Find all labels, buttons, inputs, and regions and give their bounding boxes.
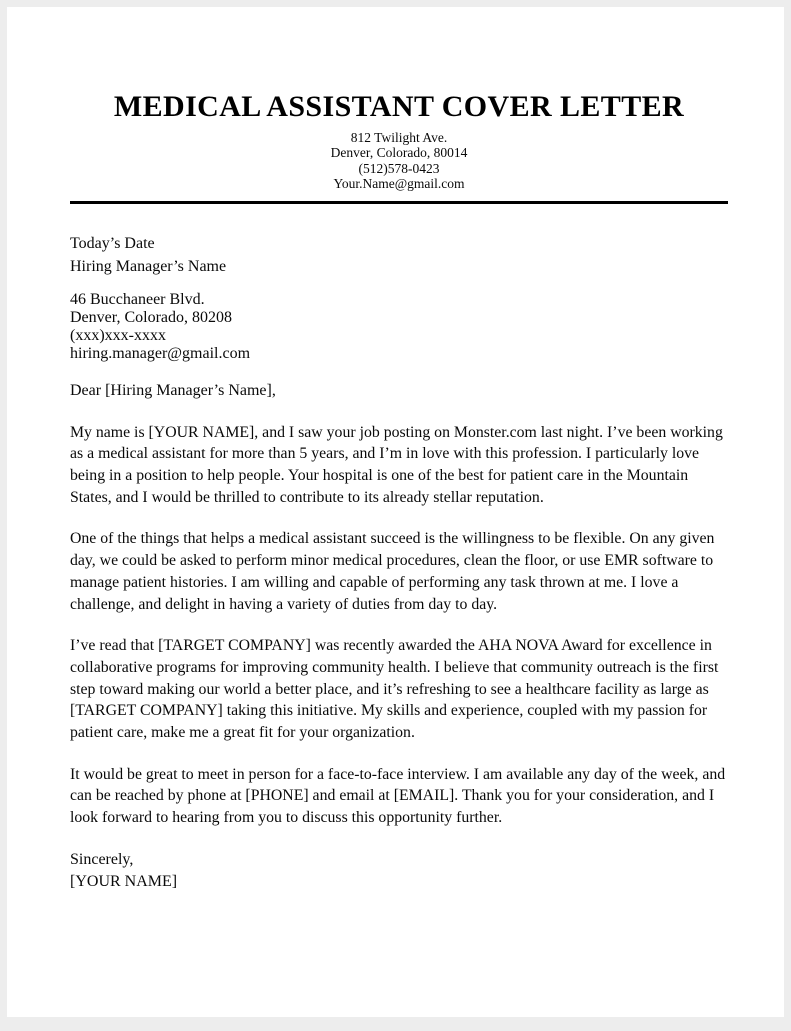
recipient-phone: (xxx)xxx-xxxx [70,326,166,344]
sender-email: Your.Name@gmail.com [333,176,465,192]
recipient-city-line: Denver, Colorado, 80208 [70,308,232,326]
sender-contact-block [70,130,728,192]
letter-background [0,7,791,1031]
document-page [7,7,784,1017]
header-divider [70,201,728,204]
letter-body [70,232,728,894]
paragraph-3: I’ve read that [TARGET COMPANY] was recently awarded the AHA NOVA Award for excellence in collaborative programs for improving community health. I believe that community outreach is the first step toward making our world a better place, and it’s refreshing to see a healthcare facility as large as [TARGET COMPANY] taking this initiative. My skills and experience, coupled with my passion for patient care, make me a great fit for your organization. [70,637,719,742]
recipient-email: hiring.manager@gmail.com [70,344,251,362]
page-title: MEDICAL ASSISTANT COVER LETTER [113,90,685,123]
date-line: Today’s Date [70,234,155,252]
salutation: Dear [Hiring Manager’s Name], [70,381,276,399]
sender-city-line: Denver, Colorado, 80014 [330,145,468,161]
intro-block [70,232,728,278]
closing-line: Sincerely, [70,850,134,868]
letter-header [70,87,728,204]
paragraph-4: It would be great to meet in person for a face-to-face interview. I am available any day of the week, and can be reached by phone at [PHONE] and email at [EMAIL]. Thank you for your consideration, and I look forward to hearing from you to discuss this opportunity further. [70,765,726,827]
signature-line: [YOUR NAME] [70,873,178,891]
recipient-street-line: 46 Bucchaneer Blvd. [70,290,205,308]
manager-name-line: Hiring Manager’s Name [70,257,227,275]
sender-phone: (512)578-0423 [358,160,440,176]
sender-street-line: 812 Twilight Ave. [350,130,448,145]
closing-block [70,849,728,894]
paragraph-1: My name is [YOUR NAME], and I saw your job posting on Monster.com last night. I’ve been working as a medical assistant for more than 5 years, and I’m in love with this profession. I particularly love being in a position to help people. Your hospital is one of the best for patient care in the Mountain States, and I would be thrilled to contribute to its already stellar reputation. [70,423,723,506]
recipient-address-block [70,291,728,363]
paragraph-2: One of the things that helps a medical assistant succeed is the willingness to be flexible. On any given day, we could be asked to perform minor medical procedures, clean the floor, or use EMR software to manage patient histories. I am willing and capable of performing any task thrown at me. I love a challenge, and delight in having a variety of duties from day to day. [70,530,715,613]
